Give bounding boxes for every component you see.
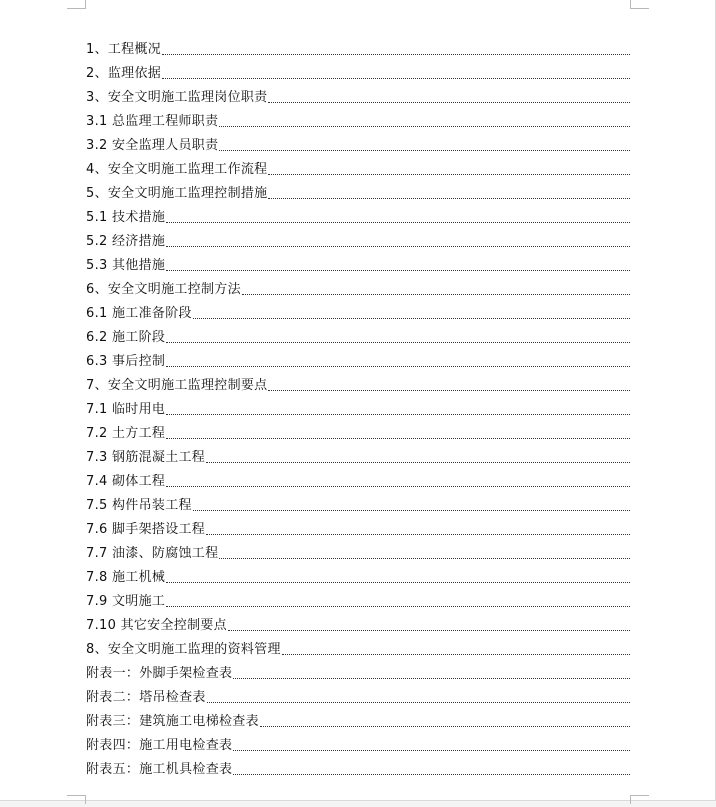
toc-entry-label: 附表二：塔吊检查表 bbox=[86, 690, 206, 705]
toc-entry-label: 附表一：外脚手架检查表 bbox=[86, 666, 233, 681]
dot-leader bbox=[166, 245, 630, 247]
toc-entry[interactable] bbox=[86, 35, 630, 59]
dot-leader bbox=[166, 269, 630, 271]
dot-leader bbox=[206, 533, 630, 535]
dot-leader bbox=[260, 725, 630, 727]
toc-entry[interactable] bbox=[86, 515, 630, 539]
dot-leader bbox=[166, 605, 630, 607]
toc-entry[interactable] bbox=[86, 707, 630, 731]
toc-entry-label: 2、监理依据 bbox=[86, 66, 162, 81]
toc-entry-label: 6.2 施工阶段 bbox=[86, 330, 166, 345]
toc-entry-label: 7.9 文明施工 bbox=[86, 594, 166, 609]
dot-leader bbox=[162, 53, 630, 55]
toc-entry[interactable] bbox=[86, 227, 630, 251]
toc-entry[interactable] bbox=[86, 323, 630, 347]
dot-leader bbox=[206, 461, 630, 463]
table-of-contents bbox=[86, 35, 630, 779]
dot-leader bbox=[268, 197, 630, 199]
dot-leader bbox=[233, 749, 630, 751]
margin-corner-mark bbox=[67, 795, 86, 804]
toc-entry[interactable] bbox=[86, 491, 630, 515]
toc-entry[interactable] bbox=[86, 203, 630, 227]
dot-leader bbox=[166, 413, 630, 415]
toc-entry[interactable] bbox=[86, 635, 630, 659]
toc-entry[interactable] bbox=[86, 179, 630, 203]
margin-corner-mark bbox=[67, 0, 86, 9]
toc-entry[interactable] bbox=[86, 371, 630, 395]
toc-entry-label: 3、安全文明施工监理岗位职责 bbox=[86, 90, 268, 105]
toc-entry-label: 7.5 构件吊装工程 bbox=[86, 498, 192, 513]
toc-entry-label: 7.1 临时用电 bbox=[86, 402, 166, 417]
dot-leader bbox=[207, 701, 630, 703]
toc-entry[interactable] bbox=[86, 563, 630, 587]
dot-leader bbox=[166, 437, 630, 439]
toc-entry-label: 7.8 施工机械 bbox=[86, 570, 166, 585]
toc-entry[interactable] bbox=[86, 59, 630, 83]
toc-entry[interactable] bbox=[86, 731, 630, 755]
toc-entry[interactable] bbox=[86, 107, 630, 131]
toc-entry[interactable] bbox=[86, 347, 630, 371]
toc-entry[interactable] bbox=[86, 539, 630, 563]
dot-leader bbox=[282, 653, 630, 655]
toc-entry[interactable] bbox=[86, 299, 630, 323]
toc-entry-label: 5.1 技术措施 bbox=[86, 210, 166, 225]
toc-entry[interactable] bbox=[86, 275, 630, 299]
toc-entry-label: 7.7 油漆、防腐蚀工程 bbox=[86, 546, 219, 561]
dot-leader bbox=[219, 125, 630, 127]
toc-entry-label: 7.4 砌体工程 bbox=[86, 474, 166, 489]
toc-entry[interactable] bbox=[86, 683, 630, 707]
toc-entry[interactable] bbox=[86, 443, 630, 467]
toc-entry[interactable] bbox=[86, 395, 630, 419]
toc-entry-label: 附表四：施工用电检查表 bbox=[86, 738, 233, 753]
toc-entry-label: 5.2 经济措施 bbox=[86, 234, 166, 249]
toc-entry-label: 3.1 总监理工程师职责 bbox=[86, 114, 219, 129]
toc-entry-label: 7.6 脚手架搭设工程 bbox=[86, 522, 206, 537]
toc-entry[interactable] bbox=[86, 467, 630, 491]
margin-corner-mark bbox=[630, 795, 649, 804]
toc-entry[interactable] bbox=[86, 659, 630, 683]
dot-leader bbox=[162, 77, 630, 79]
dot-leader bbox=[219, 557, 630, 559]
toc-entry-label: 6、安全文明施工控制方法 bbox=[86, 282, 241, 297]
toc-entry-label: 6.1 施工准备阶段 bbox=[86, 306, 192, 321]
dot-leader bbox=[228, 629, 630, 631]
toc-entry-label: 6.3 事后控制 bbox=[86, 354, 166, 369]
toc-entry-label: 4、安全文明施工监理工作流程 bbox=[86, 162, 268, 177]
dot-leader bbox=[166, 221, 630, 223]
margin-corner-mark bbox=[630, 0, 649, 9]
toc-entry-label: 附表五：施工机具检查表 bbox=[86, 762, 233, 777]
toc-entry-label: 7.3 钢筋混凝土工程 bbox=[86, 450, 206, 465]
dot-leader bbox=[166, 341, 630, 343]
toc-entry[interactable] bbox=[86, 83, 630, 107]
toc-entry-label: 3.2 安全监理人员职责 bbox=[86, 138, 219, 153]
toc-entry[interactable] bbox=[86, 155, 630, 179]
dot-leader bbox=[268, 173, 630, 175]
dot-leader bbox=[193, 509, 630, 511]
dot-leader bbox=[166, 365, 630, 367]
dot-leader bbox=[268, 389, 630, 391]
toc-entry[interactable] bbox=[86, 587, 630, 611]
dot-leader bbox=[166, 581, 630, 583]
dot-leader bbox=[233, 677, 630, 679]
toc-entry-label: 8、安全文明施工监理的资料管理 bbox=[86, 642, 281, 657]
dot-leader bbox=[233, 773, 630, 775]
dot-leader bbox=[242, 293, 630, 295]
toc-entry-label: 7.2 土方工程 bbox=[86, 426, 166, 441]
toc-entry-label: 1、工程概况 bbox=[86, 42, 162, 57]
toc-entry[interactable] bbox=[86, 251, 630, 275]
toc-entry-label: 5.3 其他措施 bbox=[86, 258, 166, 273]
toc-entry[interactable] bbox=[86, 419, 630, 443]
dot-leader bbox=[193, 317, 630, 319]
toc-entry[interactable] bbox=[86, 611, 630, 635]
toc-entry-label: 5、安全文明施工监理控制措施 bbox=[86, 186, 268, 201]
toc-entry-label: 附表三：建筑施工电梯检查表 bbox=[86, 714, 259, 729]
toc-entry-label: 7、安全文明施工监理控制要点 bbox=[86, 378, 268, 393]
toc-entry-label: 7.10 其它安全控制要点 bbox=[86, 618, 227, 633]
toc-entry[interactable] bbox=[86, 131, 630, 155]
dot-leader bbox=[166, 485, 630, 487]
dot-leader bbox=[219, 149, 630, 151]
toc-entry[interactable] bbox=[86, 755, 630, 779]
dot-leader bbox=[268, 101, 630, 103]
